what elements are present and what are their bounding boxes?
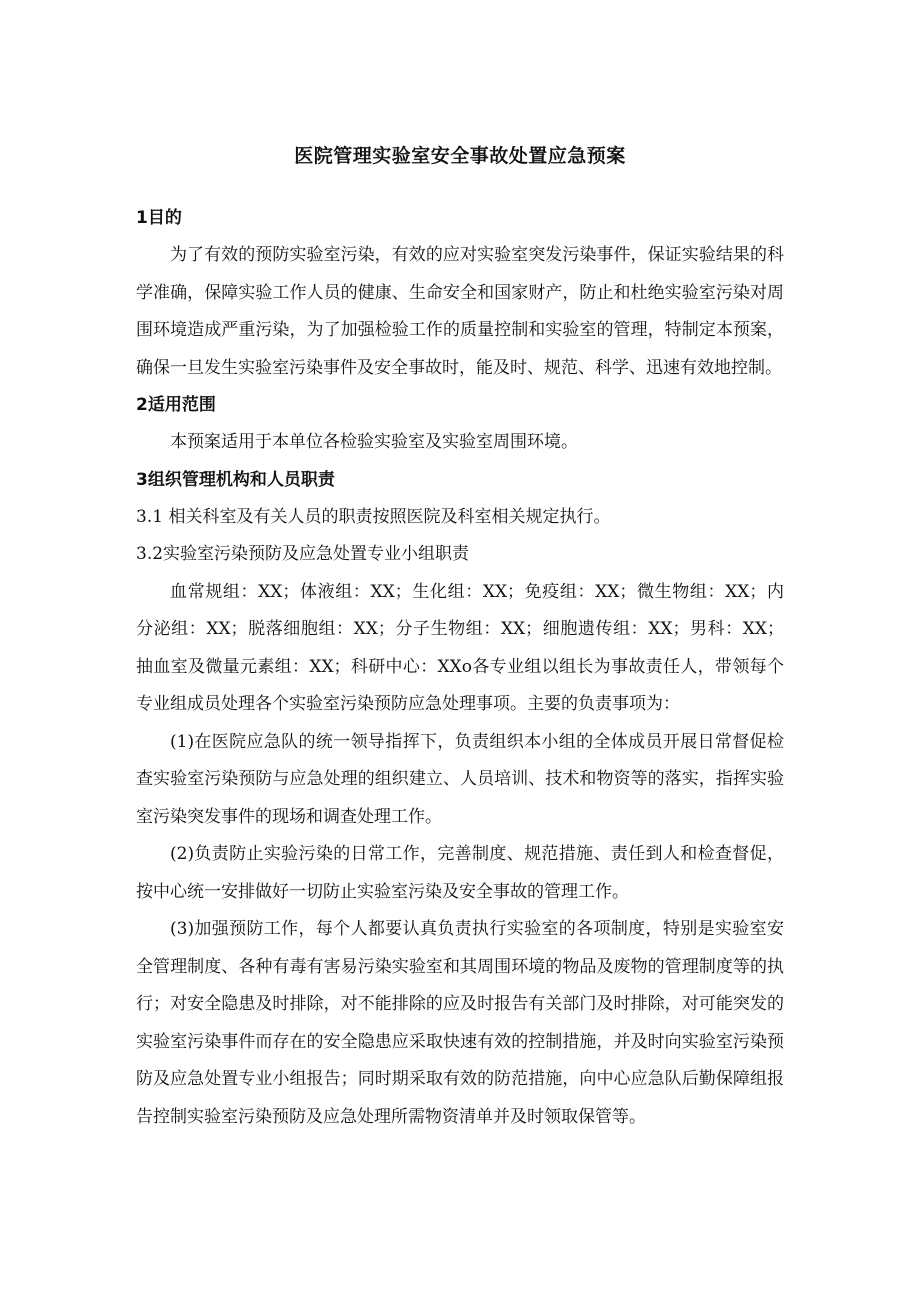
purpose-paragraph: 为了有效的预防实验室污染，有效的应对实验室突发污染事件，保证实验结果的科学准确，保障实验工作人员的健康、生命安全和国家财产，防止和杜绝实验室污染对周围环境造成严重污染，为了加强检验工作的质量控制和实验室的管理，特制定本预案，确保一旦发生实验室污染事件及安全事故时，能及时、规范、科学、迅速有效地控制。 [136, 245, 784, 378]
duty-item-2: (2)负责防止实验污染的日常工作，完善制度、规范措施、责任到人和检查督促，按中心统一安排做好一切防止实验室污染及安全事故的管理工作。 [136, 844, 784, 902]
subitem-3-2: 3.2实验室污染预防及应急处置专业小组职责 [136, 544, 470, 564]
section-heading-purpose: 1目的 [136, 208, 182, 228]
section-heading-scope: 2适用范围 [136, 395, 216, 415]
duty-item-1: (1)在医院应急队的统一领导指挥下，负责组织本小组的全体成员开展日常督促检查实验室污染预防与应急处理的组织建立、人员培训、技术和物资等的落实，指挥实验室污染突发事件的现场和调查处理工作。 [136, 731, 784, 827]
scope-paragraph: 本预案适用于本单位各检验实验室及实验室周围环境。 [170, 432, 578, 452]
duty-item-3: (3)加强预防工作，每个人都要认真负责执行实验室的各项制度，特别是实验室安全管理制度、各种有毒有害易污染实验室和其周围环境的物品及废物的管理制度等的执行；对安全隐患及时排除，对不能排除的应及时报告有关部门及时排除，对可能突发的实验室污染事件而存在的安全隐患应采取快速有效的控制措施，并及时向实验室污染预防及应急处置专业小组报告；同时期采取有效的防范措施，向中心应急队后勤保障组报告控制实验室污染预防及应急处理所需物资清单并及时领取保管等。 [136, 919, 784, 1127]
document-body [136, 138, 784, 1136]
group-assignment-paragraph: 血常规组：XX；体液组：XX；生化组：XX；免疫组：XX；微生物组：XX；内分泌组：XX；脱落细胞组：XX；分子生物组：XX；细胞遗传组：XX；男科：XX；抽血室及微量元素组：XX；科研中心：XXo各专业组以组长为事故责任人，带领每个专业组成员处理各个实验室污染预防应急处理事项。主要的负责事项为： [136, 581, 784, 714]
document-title: 医院管理实验室安全事故处置应急预案 [294, 145, 626, 167]
subitem-3-1: 3.1 相关科室及有关人员的职责按照医院及科室相关规定执行。 [136, 506, 611, 527]
section-heading-organization: 3组织管理机构和人员职责 [136, 469, 335, 490]
